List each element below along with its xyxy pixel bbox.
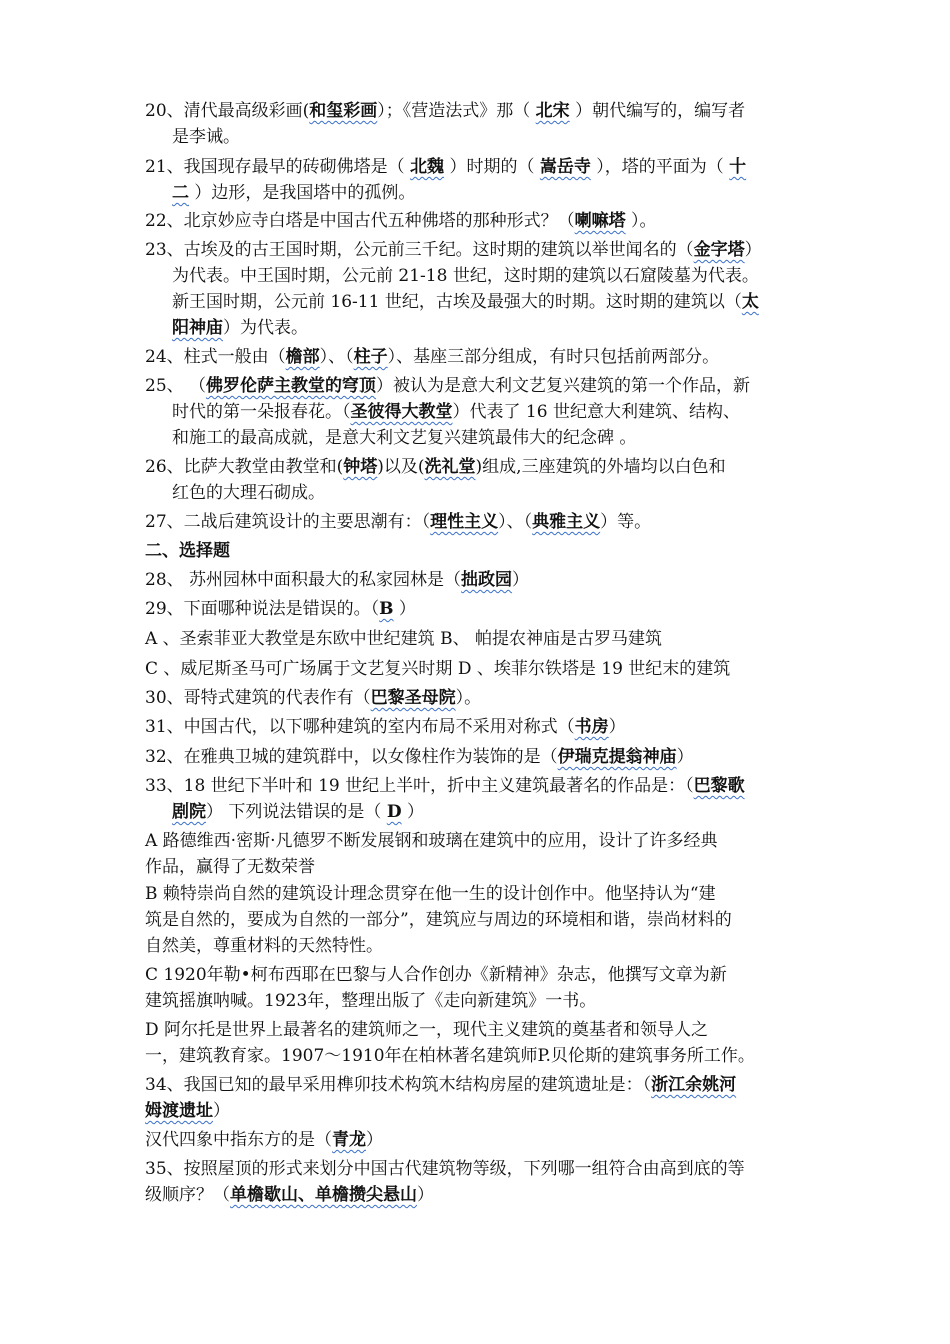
answer-text: 檐部 <box>285 347 320 367</box>
text-line <box>145 511 651 535</box>
question-text: C 、威尼斯圣马可广场属于文艺复兴时期 D 、埃菲尔铁塔是 19 世纪末的建筑 <box>145 659 731 679</box>
question-text: 新王国时期，公元前 16-11 世纪，古埃及最强大的时期。这时期的建筑以（ <box>172 292 742 312</box>
question-text: 34、我国已知的最早采用榫卯技术构筑木结构房屋的建筑遗址是：（ <box>145 1075 652 1095</box>
text-line <box>145 830 718 854</box>
answer-text: 典雅主义 <box>532 512 601 532</box>
question-text: ），塔的平面为（ <box>590 157 730 177</box>
text-line <box>145 456 726 480</box>
answer-text: 洗礼堂 <box>424 457 476 477</box>
question-text: ） <box>213 1101 230 1121</box>
question-text: ） <box>366 1130 383 1150</box>
question-text: ） <box>417 1185 434 1205</box>
question-text: ） <box>608 717 626 737</box>
text-line <box>145 856 315 880</box>
question-text: ）、基座三部分组成，有时只包括前两部分。 <box>387 347 720 367</box>
question-text: ） <box>512 570 530 590</box>
text-line <box>145 909 732 933</box>
question-text: 35、按照屋顶的形式来划分中国古代建筑物等级，下列哪一组符合由高到底的等 <box>145 1159 745 1179</box>
text-line <box>145 687 481 711</box>
question-text: ） <box>393 599 416 619</box>
answer-text: 二 <box>172 183 189 203</box>
question-text: 为代表。中王国时期，公元前 21-18 世纪，这时期的建筑以石窟陵墓为代表。 <box>172 266 759 286</box>
answer-text: 金字塔 <box>693 240 745 260</box>
answer-text: 巴黎歌 <box>693 776 745 796</box>
question-text: 是李诫。 <box>172 127 240 147</box>
answer-text: 喇嘛塔 <box>574 211 626 231</box>
question-text: B 赖特崇尚自然的建筑设计理念贯穿在他一生的设计创作中。他坚持认为“建 <box>145 884 716 904</box>
question-text: 一，建筑教育家。1907～1910年在柏林著名建筑师P.贝伦斯的建筑事务所工作。 <box>145 1046 755 1066</box>
text-line <box>145 598 416 622</box>
question-text: 26、比萨大教堂由教堂和( <box>145 457 344 477</box>
text-line <box>145 658 730 682</box>
text-line <box>145 210 657 234</box>
answer-text: 圣彼得大教堂 <box>350 402 453 422</box>
question-text: 级顺序？（ <box>145 1185 230 1205</box>
text-line <box>145 1019 708 1043</box>
question-text: 筑是自然的，要成为自然的一部分”，建筑应与周边的环境相和谐，崇尚材料的 <box>145 910 732 930</box>
text-line <box>172 265 759 289</box>
question-text: ）代表了 16 世纪意大利建筑、结构、 <box>452 402 740 422</box>
answer-text: 书房 <box>574 717 609 737</box>
text-line <box>172 126 240 150</box>
question-text: ）为代表。 <box>223 318 308 338</box>
answer-text: 伊瑞克提翁神庙 <box>557 747 677 767</box>
question-text: 28、 苏州园林中面积最大的私家园林是（ <box>145 570 462 590</box>
answer-text: 和玺彩画 <box>309 101 378 121</box>
answer-text: 浙江余姚河 <box>651 1075 737 1095</box>
question-text: ）。 <box>455 688 482 708</box>
question-text: 27、二战后建筑设计的主要思潮有：（ <box>145 512 431 532</box>
question-text: 20、清代最高级彩画( <box>145 101 310 121</box>
answer-text: 阳神庙 <box>172 318 223 338</box>
question-text: 23、古埃及的古王国时期，公元前三千纪。这时期的建筑以举世闻名的（ <box>145 240 694 260</box>
question-text: 33、18 世纪下半叶和 19 世纪上半叶，折中主义建筑最著名的作品是：（ <box>145 776 694 796</box>
question-text: 30、哥特式建筑的代表作有（ <box>145 688 371 708</box>
text-line <box>172 801 424 825</box>
text-line <box>172 401 740 425</box>
text-line <box>145 964 727 988</box>
answer-text: 太 <box>741 292 759 312</box>
question-text: )组成,三座建筑的外墙均以白色和 <box>475 457 726 477</box>
question-text: D 阿尔托是世界上最著名的建筑师之一，现代主义建筑的奠基者和领导人之 <box>145 1020 709 1040</box>
text-line <box>145 100 745 124</box>
text-line <box>145 628 662 652</box>
text-line <box>145 156 746 180</box>
question-text: C 1920年勒•柯布西耶在巴黎与人合作创办《新精神》杂志，他撰写文章为新 <box>145 965 727 985</box>
text-line <box>172 291 759 315</box>
question-text: ）朝代编写的，编写者 <box>569 101 746 121</box>
question-text: ） <box>744 240 762 260</box>
question-text: ）等。 <box>600 512 652 532</box>
question-text: A 、圣索菲亚大教堂是东欧中世纪建筑 B、 帕提农神庙是古罗马建筑 <box>145 629 662 649</box>
question-text: 22、北京妙应寺白塔是中国古代五种佛塔的那种形式？（ <box>145 211 575 231</box>
answer-text: B <box>379 599 394 619</box>
text-line <box>172 317 308 341</box>
question-text: 32、在雅典卫城的建筑群中，以女像柱作为装饰的是（ <box>145 747 558 767</box>
question-text: 红色的大理石砌成。 <box>172 483 325 503</box>
question-text: 29、下面哪种说法是错误的。（ <box>145 599 380 619</box>
answer-text: 佛罗伦萨主教堂的穹顶 <box>206 376 377 396</box>
answer-text: 十 <box>729 157 747 177</box>
text-line <box>172 427 636 451</box>
answer-text: 钟塔 <box>343 457 378 477</box>
answer-text: 拙政园 <box>461 570 513 590</box>
question-text: 二、选择题 <box>145 541 230 561</box>
question-text: ） <box>676 747 694 767</box>
question-text: )以及( <box>377 457 425 477</box>
question-text: ）、（ <box>319 347 354 367</box>
text-line <box>145 883 716 907</box>
answer-text: 姆渡遗址 <box>145 1101 213 1121</box>
question-text: ）被认为是意大利文艺复兴建筑的第一个作品，新 <box>376 376 751 396</box>
answer-text: 单檐歇山、单檐攒尖悬山 <box>230 1185 417 1205</box>
question-text: 31、中国古代，以下哪种建筑的室内布局不采用对称式（ <box>145 717 575 737</box>
question-text: ） 下列说法错误的是（ <box>206 802 387 822</box>
answer-text: 嵩岳寺 <box>539 157 591 177</box>
question-text: ） <box>401 802 424 822</box>
answer-text: D <box>386 802 402 822</box>
text-line <box>145 1045 755 1069</box>
text-line <box>172 482 325 506</box>
question-text: ）时期的（ <box>444 157 540 177</box>
text-line <box>145 935 383 959</box>
question-text: 25、 （ <box>145 376 207 396</box>
question-text: 时代的第一朵报春花。（ <box>172 402 351 422</box>
text-line <box>145 1100 230 1124</box>
text-line <box>145 746 694 770</box>
question-text: 建筑摇旗呐喊。1923年，整理出版了《走向新建筑》一书。 <box>145 991 597 1011</box>
text-line <box>145 1158 745 1182</box>
text-line <box>145 1129 383 1153</box>
question-text: ）。 <box>625 211 657 231</box>
question-text: 自然美，尊重材料的天然特性。 <box>145 936 383 956</box>
text-line <box>172 182 415 206</box>
question-text: 汉代四象中指东方的是（ <box>145 1130 332 1150</box>
text-line <box>145 375 750 399</box>
question-text: ）边形，是我国塔中的孤例。 <box>189 183 416 203</box>
answer-text: 青龙 <box>332 1130 366 1150</box>
question-text: 和施工的最高成就，是意大利文艺复兴建筑最伟大的纪念碑 。 <box>172 428 637 448</box>
answer-text: 北宋 <box>535 101 570 121</box>
question-text: 作品，赢得了无数荣誉 <box>145 857 315 877</box>
answer-text: 巴黎圣母院 <box>370 688 456 708</box>
question-text: 21、我国现存最早的砖砌佛塔是（ <box>145 157 411 177</box>
answer-text: 北魏 <box>410 157 445 177</box>
text-line <box>145 1074 736 1098</box>
text-line <box>145 239 762 263</box>
text-line <box>145 775 745 799</box>
text-line <box>145 569 529 593</box>
text-line <box>145 346 719 370</box>
question-text: A 路德维西·密斯·凡德罗不断发展钢和玻璃在建筑中的应用，设计了许多经典 <box>145 831 718 851</box>
answer-text: 剧院 <box>172 802 206 822</box>
question-text: ）；《营造法式》那（ <box>377 101 536 121</box>
text-line <box>145 716 626 740</box>
answer-text: 理性主义 <box>430 512 499 532</box>
text-line <box>145 1184 434 1208</box>
text-line <box>145 990 596 1014</box>
section-heading <box>145 540 230 564</box>
answer-text: 柱子 <box>353 347 388 367</box>
question-text: ）、（ <box>498 512 533 532</box>
question-text: 24、柱式一般由（ <box>145 347 286 367</box>
